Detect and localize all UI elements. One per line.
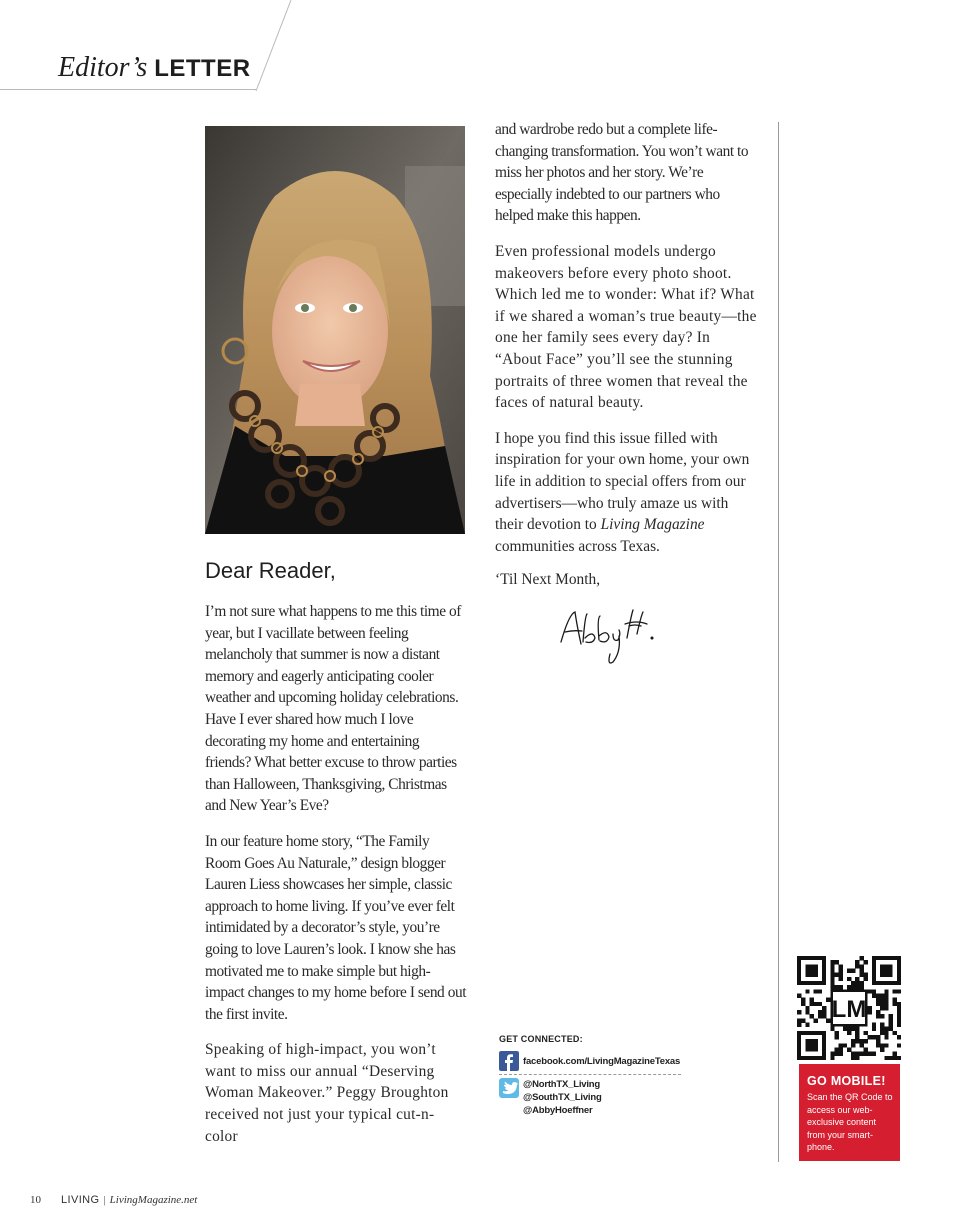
qr-module — [801, 1018, 805, 1022]
qr-module — [839, 964, 843, 968]
qr-module — [880, 1006, 884, 1010]
get-connected-title: GET CONNECTED: — [499, 1034, 583, 1044]
twitter-handle-link[interactable]: @NorthTX_Living — [523, 1079, 600, 1090]
qr-module — [859, 1043, 863, 1047]
qr-module — [859, 973, 863, 977]
qr-module — [889, 1014, 893, 1018]
qr-module — [855, 1052, 859, 1056]
qr-module — [876, 1039, 880, 1043]
qr-module — [897, 1002, 901, 1006]
qr-module — [818, 1002, 822, 1006]
qr-module — [859, 956, 863, 960]
qr-module — [855, 985, 859, 989]
qr-module — [830, 1052, 834, 1056]
qr-module — [818, 1010, 822, 1014]
qr-module — [880, 1043, 884, 1047]
qr-module — [809, 998, 813, 1002]
qr-module — [859, 1039, 863, 1043]
qr-module — [855, 960, 859, 964]
qr-module — [876, 1002, 880, 1006]
qr-module — [859, 1052, 863, 1056]
qr-module — [859, 968, 863, 972]
qr-module — [876, 1010, 880, 1014]
qr-module — [864, 1039, 868, 1043]
qr-module — [868, 1006, 872, 1010]
column-divider — [778, 122, 779, 1162]
qr-module — [809, 1014, 813, 1018]
letter-paragraph-text: I hope you find this issue filled with inspiration for your own home, your own life in addition to special offers from our advertisers—who truly amaze us with their devotion to — [495, 429, 750, 534]
editor-portrait-photo — [205, 126, 465, 534]
qr-module — [851, 985, 855, 989]
qr-module — [805, 1023, 809, 1027]
qr-module — [822, 1014, 826, 1018]
section-title — [58, 52, 251, 84]
qr-module — [864, 960, 868, 964]
qr-module — [851, 981, 855, 985]
qr-module — [893, 989, 897, 993]
qr-module — [893, 1002, 897, 1006]
qr-module — [880, 1031, 884, 1035]
header-rule — [0, 89, 256, 90]
qr-module — [814, 1002, 818, 1006]
qr-module — [880, 1002, 884, 1006]
qr-module — [864, 977, 868, 981]
qr-module — [830, 985, 834, 989]
qr-module — [884, 1002, 888, 1006]
qr-module — [872, 1035, 876, 1039]
qr-module — [814, 989, 818, 993]
qr-module — [897, 1023, 901, 1027]
editor-signature — [555, 604, 665, 670]
letter-paragraph — [495, 428, 757, 558]
letter-paragraph: and wardrobe redo but a complete life-changing transformation. You won’t want to miss her photos and her story. We’re especially indebted to our partners who helped make this happen. — [495, 121, 749, 225]
qr-module — [847, 985, 851, 989]
qr-module — [876, 1043, 880, 1047]
letter-paragraph: Even professional models undergo makeovers before every photo shoot. Which led me to wonder: What if? What if we shared a woman’s true beauty—the one her family sees every day? In “About Face” you’ll see the stunning portraits of three women that reveal the faces of natural beauty. — [495, 242, 757, 412]
qr-module — [868, 1035, 872, 1039]
qr-module — [797, 1023, 801, 1027]
qr-module — [843, 1043, 847, 1047]
qr-module — [876, 993, 880, 997]
letter-paragraph: I’m not sure what happens to me this time of year, but I vacillate between feeling melancholy that summer is now a distant memory and eagerly anticipating cooler weather and upcoming holiday celebrations. Have I ever shared how much I love decorating my home and entertaining friends? What better excuse to throw parties than Halloween, Thanksgiving, Christmas and New Year’s Eve? — [205, 603, 461, 815]
go-mobile-title: GO MOBILE! — [807, 1074, 886, 1088]
facebook-icon — [499, 1051, 519, 1071]
qr-module — [830, 960, 834, 964]
qr-module — [876, 1014, 880, 1018]
footer-website: LivingMagazine.net — [109, 1194, 198, 1206]
page-footer — [30, 1194, 197, 1206]
qr-module — [884, 1031, 888, 1035]
letter-greeting: Dear Reader, — [205, 558, 336, 583]
qr-module — [880, 993, 884, 997]
qr-module — [834, 1048, 838, 1052]
qr-module — [839, 1052, 843, 1056]
qr-module — [834, 1035, 838, 1039]
qr-module — [818, 989, 822, 993]
qr-module — [893, 1056, 897, 1060]
qr-module — [797, 1010, 801, 1014]
qr-module — [847, 968, 851, 972]
qr-module — [851, 1039, 855, 1043]
qr-module — [897, 1010, 901, 1014]
qr-module — [830, 977, 834, 981]
qr-module — [826, 1018, 830, 1022]
qr-module — [897, 1006, 901, 1010]
qr-module — [859, 964, 863, 968]
qr-module — [859, 981, 863, 985]
qr-center-logo: LM — [831, 996, 867, 1023]
qr-module — [884, 1035, 888, 1039]
qr-module — [830, 981, 834, 985]
qr-module — [839, 973, 843, 977]
qr-module — [818, 1014, 822, 1018]
qr-module — [830, 968, 834, 972]
qr-module — [851, 968, 855, 972]
qr-module — [893, 1031, 897, 1035]
qr-module — [851, 1043, 855, 1047]
section-title-bold: LETTER — [154, 55, 251, 82]
twitter-handle-link[interactable]: @AbbyHoeffner — [523, 1105, 593, 1116]
qr-module — [884, 1027, 888, 1031]
page-number: 10 — [30, 1194, 41, 1206]
qr-module — [872, 1027, 876, 1031]
qr-module — [868, 1010, 872, 1014]
qr-module — [855, 1035, 859, 1039]
qr-module — [884, 998, 888, 1002]
get-connected-block — [499, 1034, 681, 1117]
qr-module — [851, 1052, 855, 1056]
qr-module — [884, 989, 888, 993]
letter-paragraph-text: communities across Texas. — [495, 537, 660, 555]
qr-module — [897, 1035, 901, 1039]
letter-signoff: ‘Til Next Month, — [495, 571, 601, 589]
qr-module — [897, 1018, 901, 1022]
qr-module — [884, 1006, 888, 1010]
qr-module — [893, 998, 897, 1002]
qr-module — [851, 1027, 855, 1031]
qr-module — [880, 1023, 884, 1027]
qr-module — [872, 1023, 876, 1027]
qr-module — [889, 1056, 893, 1060]
qr-module — [805, 989, 809, 993]
qr-module — [847, 1027, 851, 1031]
qr-module — [839, 985, 843, 989]
qr-module — [884, 1056, 888, 1060]
magazine-name: Living Magazine — [600, 516, 705, 534]
qr-module — [822, 1006, 826, 1010]
qr-module — [876, 998, 880, 1002]
qr-module — [855, 977, 859, 981]
qr-module — [880, 998, 884, 1002]
qr-module — [889, 1027, 893, 1031]
twitter-handles — [523, 1078, 602, 1117]
letter-column-right — [495, 119, 757, 589]
qr-module — [864, 1048, 868, 1052]
qr-module — [872, 993, 876, 997]
qr-module — [801, 998, 805, 1002]
qr-module — [797, 1018, 801, 1022]
qr-module — [855, 981, 859, 985]
qr-module — [889, 1023, 893, 1027]
qr-module — [897, 1014, 901, 1018]
qr-module — [839, 1048, 843, 1052]
qr-module — [805, 1006, 809, 1010]
facebook-link[interactable] — [499, 1051, 681, 1075]
qr-module — [839, 968, 843, 972]
qr-module — [809, 1002, 813, 1006]
section-title-italic: Editor’s — [58, 52, 148, 83]
qr-module — [880, 964, 892, 976]
qr-module — [855, 1039, 859, 1043]
qr-module — [864, 973, 868, 977]
qr-module — [839, 977, 843, 981]
qr-module — [822, 1010, 826, 1014]
twitter-links — [499, 1078, 681, 1117]
qr-module — [851, 1056, 855, 1060]
qr-module — [872, 989, 876, 993]
footer-brand: LIVING — [61, 1194, 100, 1206]
qr-module — [801, 1002, 805, 1006]
go-mobile-text: Scan the QR Code to access our web-exclusive content from your smart-phone. — [807, 1092, 893, 1152]
qr-module — [830, 973, 834, 977]
qr-module — [834, 1031, 838, 1035]
footer-separator: | — [103, 1194, 106, 1206]
qr-module — [897, 1043, 901, 1047]
letter-column-left — [205, 558, 467, 1161]
go-mobile-box — [799, 1064, 900, 1161]
qr-module — [814, 1018, 818, 1022]
qr-module — [855, 1031, 859, 1035]
qr-module — [834, 985, 838, 989]
qr-module — [847, 1048, 851, 1052]
qr-module — [855, 1056, 859, 1060]
qr-module — [855, 1027, 859, 1031]
qr-module — [868, 989, 872, 993]
qr-module — [847, 1031, 851, 1035]
qr-module — [884, 993, 888, 997]
qr-module — [805, 1039, 817, 1051]
letter-paragraph: In our feature home story, “The Family Room Goes Au Naturale,” design blogger Lauren Liess showcases her simple, classic approach to home living. If you’ve ever felt intimidated by a decorator’s style, you’re going to love Lauren’s look. I know she has motivated me to make simple but high-impact changes to my home before I send out the first invite. — [205, 832, 467, 1023]
header-slash-line — [250, 0, 300, 92]
twitter-handle-link[interactable]: @SouthTX_Living — [523, 1092, 602, 1103]
qr-module — [855, 964, 859, 968]
letter-paragraph: Speaking of high-impact, you won’t want to miss our annual “Deserving Woman Makeover.” Peggy Broughton received not just your typical cut-n-color — [205, 1041, 449, 1145]
qr-module — [864, 1052, 868, 1056]
qr-module — [834, 973, 838, 977]
qr-module — [847, 977, 851, 981]
qr-module — [880, 1048, 884, 1052]
qr-module — [830, 964, 834, 968]
facebook-url: facebook.com/LivingMagazineTexas — [523, 1056, 681, 1067]
qr-module — [834, 1052, 838, 1056]
twitter-icon — [499, 1078, 519, 1098]
qr-module — [826, 998, 830, 1002]
qr-module — [889, 1018, 893, 1022]
qr-module — [805, 1010, 809, 1014]
qr-module — [805, 964, 817, 976]
qr-module — [884, 1043, 888, 1047]
qr-module — [872, 1052, 876, 1056]
qr-module — [880, 1014, 884, 1018]
qr-module — [830, 1027, 834, 1031]
qr-module — [868, 1052, 872, 1056]
qr-module — [864, 1031, 868, 1035]
qr-module — [830, 1056, 834, 1060]
qr-module — [797, 993, 801, 997]
qr-module — [880, 1027, 884, 1031]
qr-module — [897, 989, 901, 993]
qr-module — [893, 1052, 897, 1056]
qr-code[interactable] — [797, 956, 901, 1060]
qr-module — [843, 1027, 847, 1031]
qr-module — [876, 1035, 880, 1039]
qr-module — [859, 985, 863, 989]
qr-module — [834, 960, 838, 964]
qr-module — [897, 1056, 901, 1060]
qr-module — [839, 1043, 843, 1047]
